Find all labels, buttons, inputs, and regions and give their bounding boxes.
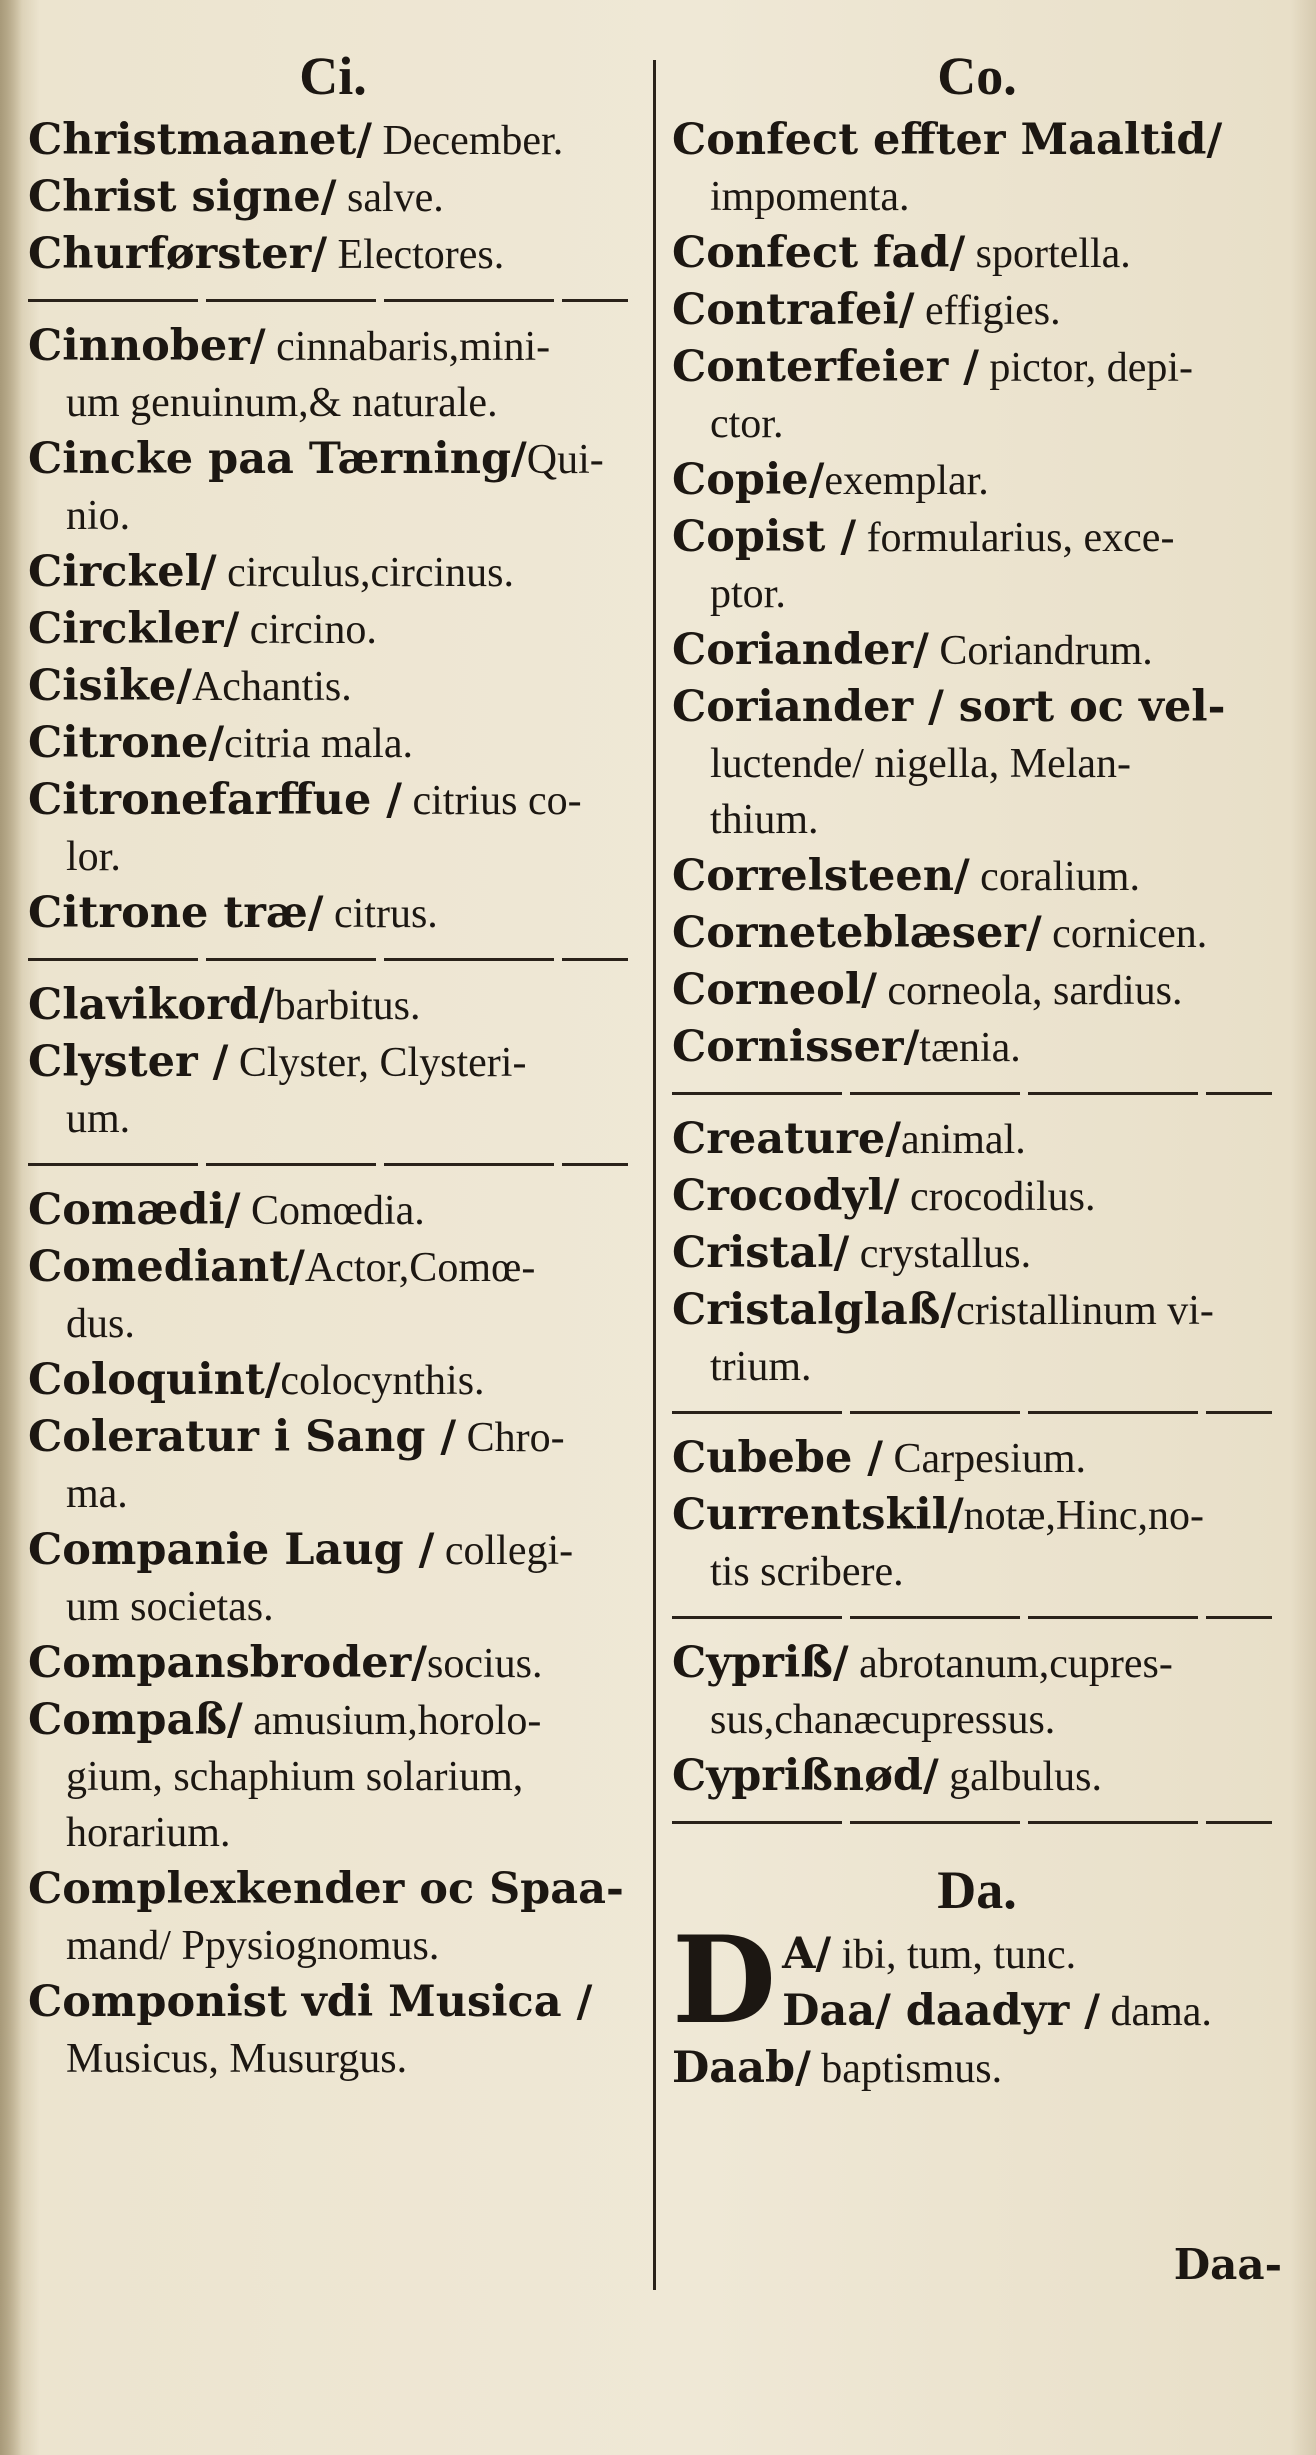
section-separator-rule [28, 958, 628, 961]
entry-lemma: Christ signe/ [28, 172, 337, 222]
dictionary-entry [672, 1430, 1282, 1487]
dictionary-entry [28, 601, 638, 658]
dictionary-entry [672, 1019, 1282, 1076]
entry-lemma: Circkler/ [28, 604, 240, 654]
dictionary-entry [28, 772, 638, 885]
entry-lemma: Daab/ [672, 2043, 811, 2093]
dictionary-entry [28, 1352, 638, 1409]
entry-lemma: Coleratur i Sang / [28, 1412, 457, 1462]
entry-continuation: ptor. [710, 571, 786, 617]
entry-lemma: Cubebe / [672, 1433, 884, 1483]
dictionary-entry [672, 622, 1282, 679]
entry-lemma: Confect fad/ [672, 228, 966, 278]
dictionary-entry [672, 225, 1282, 282]
entry-gloss: cristallinum vi- [956, 1288, 1214, 1334]
entry-lemma: Circkel/ [28, 547, 217, 597]
section-separator-rule [672, 1821, 1272, 1824]
dictionary-entry [28, 1034, 638, 1147]
entry-lemma: Cornisser/ [672, 1022, 920, 1072]
dictionary-entry [28, 715, 638, 772]
entry-lemma: Cristalglaß/ [672, 1285, 957, 1335]
dictionary-entry [28, 1692, 638, 1861]
dictionary-entry [28, 1635, 638, 1692]
entry-gloss: animal. [900, 1117, 1026, 1163]
entry-continuation: trium. [710, 1344, 812, 1390]
entry-lemma: Contrafei/ [672, 285, 915, 335]
entry-lemma: Citronefarffue / [28, 775, 402, 825]
dictionary-entry [672, 962, 1282, 1019]
entry-gloss: abrotanum,cupres- [848, 1641, 1173, 1687]
dictionary-entry [672, 1748, 1282, 1805]
entry-gloss: baptismus. [810, 2046, 1003, 2092]
dictionary-entry [672, 112, 1282, 225]
entry-continuation: Musicus, Musurgus. [66, 2036, 408, 2082]
da-section-header: Da. [937, 1860, 1017, 1920]
entry-lemma: Currentskil/ [672, 1490, 964, 1540]
gutter-shadow [0, 0, 22, 2455]
dictionary-entry [28, 112, 638, 169]
entry-lemma: Cinnober/ [28, 321, 266, 371]
dictionary-entry [28, 658, 638, 715]
entry-gloss: notæ,Hinc,no- [963, 1493, 1204, 1539]
left-entry-groups [28, 112, 638, 2087]
entry-continuation: horarium. [66, 1810, 231, 1856]
entry-lemma: Creature/ [672, 1114, 901, 1164]
catchword: Daa- [1173, 2240, 1282, 2289]
dictionary-entry [672, 1168, 1282, 1225]
entry-lemma: Conterfeier / [672, 342, 979, 392]
dictionary-entry [28, 1861, 638, 1974]
entry-lemma: Cristal/ [672, 1228, 850, 1278]
entry-continuation: thium. [710, 797, 819, 843]
entry-lemma: Compaß/ [28, 1695, 243, 1745]
entry-continuation: sus,chanæcupressus. [710, 1697, 1056, 1743]
dictionary-entry [28, 1974, 638, 2087]
entry-gloss: crystallus. [849, 1231, 1032, 1277]
entry-gloss: effigies. [914, 288, 1061, 334]
left-column [28, 40, 638, 2087]
entry-lemma: Confect effter Maaltid/ [672, 115, 1223, 165]
entry-gloss: pictor, depi- [978, 345, 1194, 391]
dictionary-entry [28, 1409, 638, 1522]
entry-lemma: Crocodyl/ [672, 1171, 900, 1221]
dictionary-entry [672, 339, 1282, 452]
dictionary-entry [672, 1111, 1282, 1168]
dictionary-entry [672, 452, 1282, 509]
entry-continuation: impomenta. [710, 174, 910, 220]
entry-gloss: citrus. [323, 891, 438, 937]
entry-lemma: Comædi/ [28, 1185, 241, 1235]
dictionary-entry [28, 1182, 638, 1239]
entry-lemma: Cypriß/ [672, 1638, 849, 1688]
entry-gloss: citria mala. [224, 721, 413, 767]
entry-gloss: sportella. [965, 231, 1131, 277]
entry-gloss: coralium. [969, 854, 1140, 900]
dictionary-entry [28, 169, 638, 226]
entry-continuation: ma. [66, 1471, 128, 1517]
entry-gloss: formularius, exce- [856, 515, 1175, 561]
dictionary-entry [28, 544, 638, 601]
entry-gloss: Comœdia. [240, 1188, 425, 1234]
entry-gloss: ibi, tum, tunc. [831, 1932, 1077, 1978]
entry-gloss: Electores. [327, 232, 505, 278]
entry-gloss: collegi- [434, 1528, 574, 1574]
entry-gloss: Chro- [456, 1415, 565, 1461]
dictionary-entry [28, 226, 638, 283]
entry-lemma: Clavikord/ [28, 980, 275, 1030]
dictionary-entry [28, 1522, 638, 1635]
column-divider [653, 60, 656, 2290]
entry-continuation: um genuinum,& naturale. [66, 380, 498, 426]
entry-gloss: colocynthis. [280, 1358, 485, 1404]
entry-lemma: Daa/ daadyr / [782, 1986, 1100, 2036]
entry-lemma: Copist / [672, 512, 857, 562]
entry-lemma: Copie/ [672, 455, 825, 505]
entry-lemma: Christmaanet/ [28, 115, 372, 165]
entry-lemma: Correlsteen/ [672, 851, 970, 901]
dictionary-entry [28, 318, 638, 431]
dictionary-entry [672, 905, 1282, 962]
entry-lemma: Companie Laug / [28, 1525, 435, 1575]
entry-gloss: Clyster, Clysteri- [228, 1040, 527, 1086]
section-separator-rule [28, 1163, 628, 1166]
section-separator-rule [672, 1411, 1272, 1414]
entry-gloss: corneola, sardius. [876, 968, 1183, 1014]
entry-gloss: socius. [427, 1641, 543, 1687]
entry-lemma: Coriander / sort oc vel- [672, 682, 1226, 732]
entry-lemma: Coriander/ [672, 625, 929, 675]
dictionary-entry [672, 509, 1282, 622]
entry-gloss: salve. [336, 175, 444, 221]
dictionary-entry [672, 2040, 1282, 2097]
entry-gloss: Qui- [526, 437, 604, 483]
entry-continuation: um. [66, 1096, 131, 1142]
entry-gloss: citrius co- [401, 778, 582, 824]
right-entry-groups [672, 112, 1282, 1824]
entry-gloss: cinnabaris,mini- [265, 324, 551, 370]
entry-gloss: circulus,circinus. [216, 550, 514, 596]
da-section [672, 1910, 1282, 2097]
dictionary-entry [28, 431, 638, 544]
entry-gloss: dama. [1099, 1989, 1212, 2035]
dictionary-entry [672, 848, 1282, 905]
entry-lemma: Componist vdi Musica / [28, 1977, 593, 2027]
entry-lemma: Corneol/ [672, 965, 877, 1015]
entry-continuation: tis scribere. [710, 1549, 904, 1595]
dictionary-entry [672, 282, 1282, 339]
entry-gloss: circino. [239, 607, 377, 653]
dictionary-entry [28, 977, 638, 1034]
entry-lemma: Churførster/ [28, 229, 328, 279]
entry-gloss: galbulus. [938, 1754, 1102, 1800]
entry-continuation: lor. [66, 834, 121, 880]
entry-gloss: cornicen. [1041, 911, 1208, 957]
dictionary-entry [28, 885, 638, 942]
right-column [672, 40, 1282, 2097]
dictionary-entry [672, 1225, 1282, 1282]
entry-continuation: ctor. [710, 401, 784, 447]
entry-continuation: luctende/ nigella, Melan- [710, 741, 1132, 787]
dictionary-entry [672, 1635, 1282, 1748]
entry-gloss: crocodilus. [899, 1174, 1096, 1220]
entry-lemma: Cincke paa Tærning/ [28, 434, 527, 484]
entry-gloss: exemplar. [824, 458, 989, 504]
entry-lemma: Compansbroder/ [28, 1638, 427, 1688]
entry-lemma: Citrone træ/ [28, 888, 324, 938]
entry-lemma: Complexkender oc Spaa- [28, 1864, 624, 1914]
right-column-header: Co. [937, 46, 1017, 106]
dictionary-entry [672, 679, 1282, 848]
left-column-header: Ci. [299, 46, 367, 106]
dictionary-entry [28, 1239, 638, 1352]
entry-lemma: Clyster / [28, 1037, 229, 1087]
entry-lemma: Cyprißnød/ [672, 1751, 939, 1801]
drop-cap-initial: D [672, 1910, 777, 2051]
entry-gloss: barbitus. [274, 983, 421, 1029]
entry-gloss: Achantis. [191, 664, 352, 710]
entry-continuation: gium, schaphium solarium, [66, 1754, 524, 1800]
entry-gloss: tænia. [919, 1025, 1021, 1071]
dictionary-entry [672, 1487, 1282, 1600]
entry-lemma: Comediant/ [28, 1242, 305, 1292]
entry-lemma: A/ [782, 1929, 832, 1979]
entry-lemma: Coloquint/ [28, 1355, 281, 1405]
entry-gloss: December. [371, 118, 564, 164]
dictionary-entry [672, 1282, 1282, 1395]
entry-lemma: Citrone/ [28, 718, 225, 768]
entry-gloss: amusium,horolo- [242, 1698, 542, 1744]
section-separator-rule [28, 299, 628, 302]
entry-gloss: Coriandrum. [928, 628, 1153, 674]
entry-continuation: um societas. [66, 1584, 274, 1630]
entry-lemma: Corneteblæser/ [672, 908, 1042, 958]
entry-continuation: nio. [66, 493, 131, 539]
section-separator-rule [672, 1616, 1272, 1619]
entry-continuation: mand/ Ppysiognomus. [66, 1923, 440, 1969]
entry-lemma: Cisike/ [28, 661, 192, 711]
section-separator-rule [672, 1092, 1272, 1095]
entry-continuation: dus. [66, 1301, 135, 1347]
entry-gloss: Carpesium. [883, 1436, 1086, 1482]
entry-gloss: Actor,Comœ- [304, 1245, 536, 1291]
